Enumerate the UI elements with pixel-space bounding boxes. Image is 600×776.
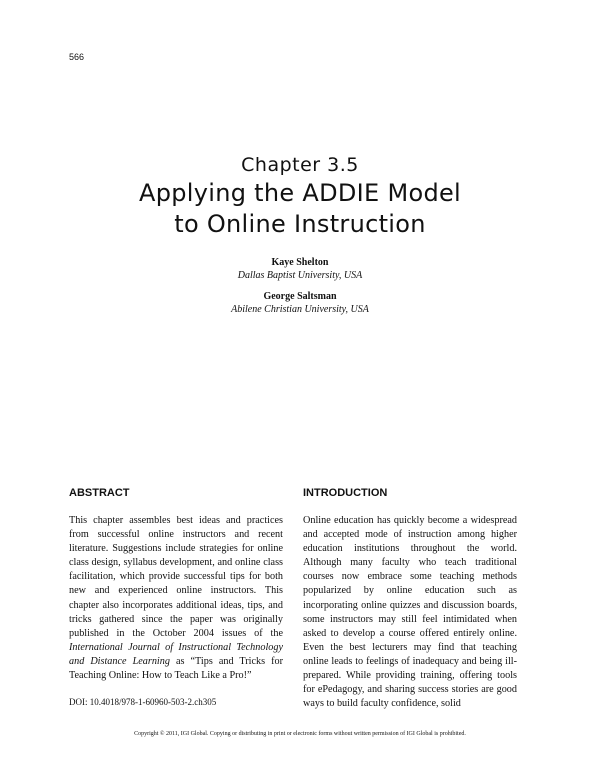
author-affiliation: Abilene Christian University, USA bbox=[231, 304, 369, 315]
chapter-title-line: to Online Instruction bbox=[174, 210, 426, 238]
author-name: George Saltsman bbox=[263, 291, 337, 302]
author-affiliation: Dallas Baptist University, USA bbox=[237, 270, 363, 281]
abstract-body bbox=[69, 514, 283, 683]
author-block bbox=[0, 256, 600, 282]
chapter-title bbox=[0, 178, 600, 240]
chapter-title-line: Applying the ADDIE Model bbox=[138, 179, 462, 207]
page-number: 566 bbox=[69, 52, 85, 62]
author-name: Kaye Shelton bbox=[271, 257, 329, 268]
abstract-paragraph bbox=[69, 514, 283, 683]
abstract-text: This chapter assembles best ideas and practices from successful online instructors and recent literature. Suggestions include strategies for online class design, syllabus development, and online class facilitation, which provide successful tips for both new and experienced online instructors. This chapter also incorporates additional ideas, tips, and tricks gathered since the paper was originally published in the October 2004 issues of the bbox=[69, 515, 283, 639]
doi: DOI: 10.4018/978-1-60960-503-2.ch305 bbox=[69, 697, 217, 707]
chapter-number: Chapter 3.5 bbox=[241, 154, 359, 176]
author-block bbox=[0, 290, 600, 316]
introduction-paragraph: Online education has quickly become a widespread and accepted mode of instruction among higher education institutions throughout the world. Although many faculty who teach traditional courses now embrace some teaching methods popularized by online education such as incorporating online quizzes and discussion boards, some instructors may still feel intimidated when asked to develop a course offered entirely online. Even the best lecturers may find that teaching online leads to feelings of inadequacy and being ill-prepared. While providing training, offering tools for ePedagogy, and sharing success stories are good ways to build faculty confidence, solid bbox=[303, 515, 517, 710]
copyright-footer: Copyright © 2011, IGI Global. Copying or distributing in print or electronic forms without written permission of IGI Global is prohibited. bbox=[134, 731, 466, 737]
abstract-heading: ABSTRACT bbox=[69, 487, 130, 499]
introduction-heading: INTRODUCTION bbox=[303, 487, 388, 499]
introduction-body bbox=[303, 514, 517, 711]
abstract-text-end: as “Tips and Tricks for Teaching Online: How to Teach Like a Pro!” bbox=[69, 655, 283, 682]
journal-name: International Journal of Instructional Technology and Distance Learning bbox=[69, 641, 283, 667]
